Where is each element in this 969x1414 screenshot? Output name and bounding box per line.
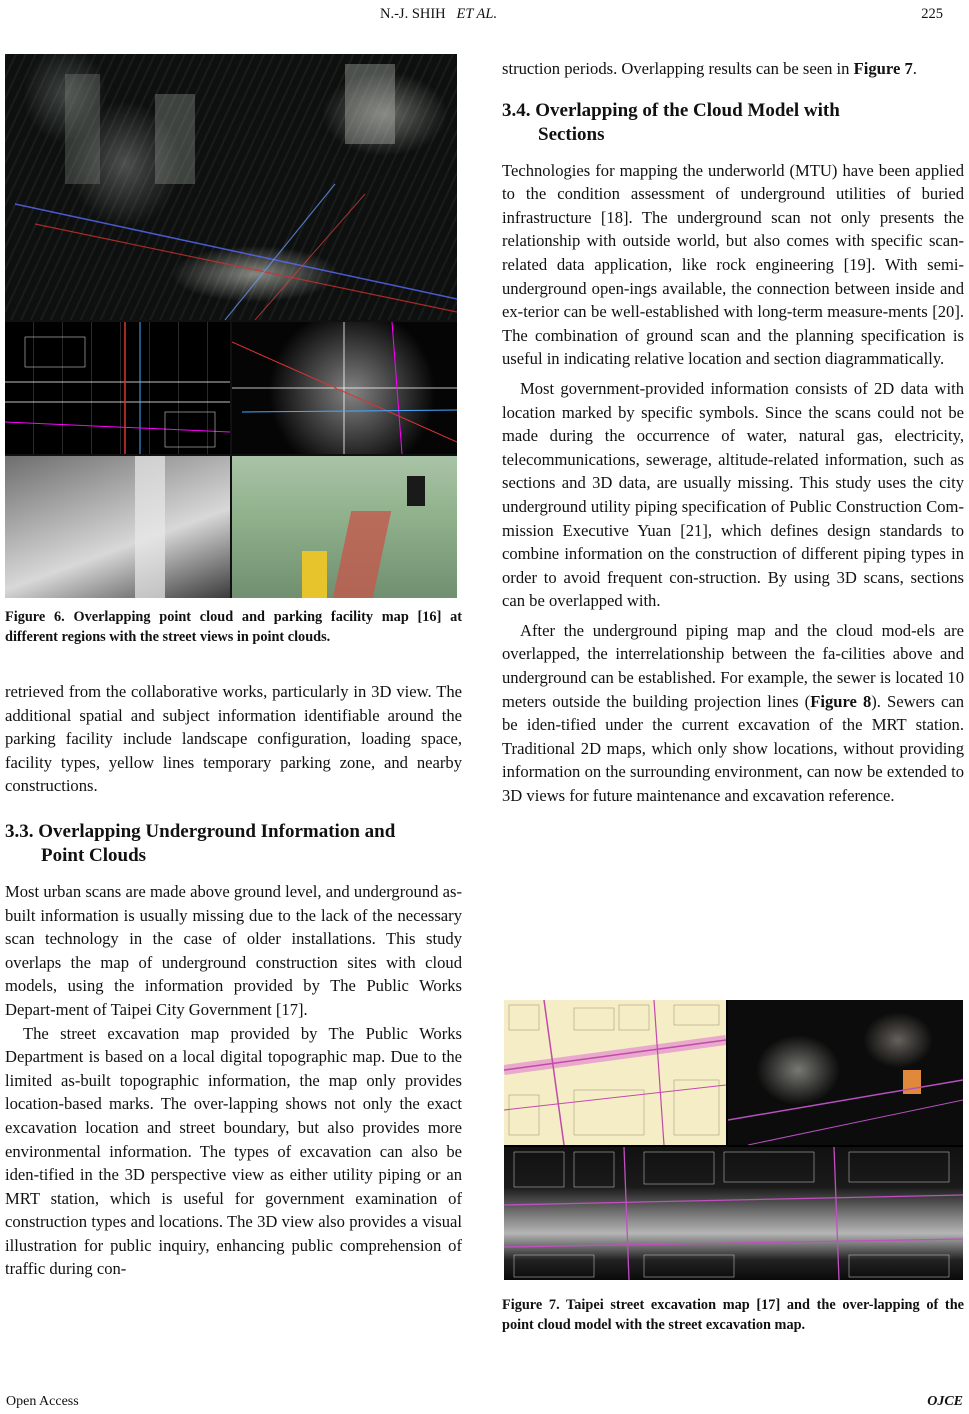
figure-7-image <box>504 1000 963 1280</box>
running-author: N.-J. SHIH ET AL. <box>380 6 498 22</box>
figure-6-caption: Figure 6. Overlapping point cloud and parking facility map [16] at different regions with the street views in point clouds. <box>5 609 462 645</box>
figure-7-caption-block <box>502 1295 964 1335</box>
figure-7-reference: Figure 7 <box>853 59 913 78</box>
journal-abbrev: OJCE <box>927 1394 963 1409</box>
figure-7-caption: Figure 7. Taipei street excavation map [17] and the over-lapping of the point cloud model with the street excavation map. <box>502 1297 964 1333</box>
section-3-4-paragraph-3: After the underground piping map and the cloud mod-els are overlapped, the interrelationship between the fa-cilities above and underground can be established. For example, the sewer is located 10 meters outside the building projection lines (Figure 8). Sewers can be iden-tified under the current excavation of the MRT station. Traditional 2D maps, which only show locations, without providing information on the surrounding environment, can now be extended to 3D views for future maintenance and excavation reference. <box>502 620 964 806</box>
open-access-label: Open Access <box>6 1394 79 1409</box>
section-3-4-paragraph-2: Most government-provided information consists of 2D data with location marked by specific symbols. Since the scans could not be made during the occurrence of water, natural gas, electricity, telecommunications, sewerage, altitude-related information, such as sections and 3D data, are usually missing. This study uses the city underground utility piping specification of Public Construction Com-mission Executive Yuan [21], which defines design standards to combine information on the construction of different piping types in order to avoid frequent con-struction. By using 3D scans, sections can be overlapped with. <box>502 378 964 611</box>
right-column-body <box>502 57 964 808</box>
right-continued-paragraph: struction periods. Overlapping results can be seen in Figure 7. <box>502 59 917 78</box>
section-3-4-paragraph-1: Technologies for mapping the underworld (MTU) have been applied to the condition assessment of underground utilities of buried infrastructure [18]. The underground scan not only presents the relationship with outside world, but also comes with specific scan-related data application, like rock engineering [19]. With semi-underground open-ings available, the connection between inside and ex-terior can be well-established with long-term measure-ments [20]. The combination of ground scan and the planning specification is useful in indicating relative location and section diagrammatically. <box>502 160 964 369</box>
left-column-body <box>5 680 462 1281</box>
figure-6-image <box>5 54 457 598</box>
figure-6-caption-block <box>5 607 462 647</box>
section-3-3-paragraph-1: Most urban scans are made above ground level, and underground as-built information is usually missing due to the lack of the necessary scan technology in the case of older installations. This study overlaps the map of underground construction sites with cloud models, using the information provided by The Public Works Depart-ment of Taipei City Government [17]. <box>5 881 462 1019</box>
figure-6-point-cloud-city-panel <box>5 54 457 320</box>
figure-8-reference: Figure 8 <box>810 691 872 711</box>
page-number: 225 <box>921 6 943 22</box>
figure-7-excavation-map <box>504 1000 726 1145</box>
left-continued-paragraph: retrieved from the collaborative works, particularly in 3D view. The additional spatial and subject information identifiable around the parking facility include landscape configuration, loading space, facility types, yellow lines temporary parking zone, and nearby constructions. <box>5 682 462 796</box>
figure-7-overlap-plan <box>504 1147 963 1280</box>
section-3-3-heading: 3.3. Overlapping Underground Information and Point Clouds <box>5 820 396 866</box>
figure-7-point-cloud-3d <box>728 1000 963 1145</box>
figure-6-street-view-right <box>232 456 457 598</box>
section-3-3-paragraph-2: The street excavation map provided by The Public Works Department is based on a local digital topographic map. Due to the limited as-built topographic information, the map only provides location-based marks. The over-lapping shows not only the exact excavation location and street boundary, but also provides more environmental information. The types of excavation can also be iden-tified in the 3D perspective view as either utility piping or an MRT station, which is useful for government examination of construction types and locations. The 3D view also provides a visual illustration for public inquiry, enhancing public comprehension of traffic during con- <box>5 1023 462 1279</box>
figure-6-parking-map-left <box>5 322 230 454</box>
section-3-4-heading: 3.4. Overlapping of the Cloud Model with Sections <box>502 99 840 145</box>
figure-6-parking-map-right <box>232 322 457 454</box>
page-header <box>0 6 969 26</box>
figure-6-street-lines <box>5 54 457 320</box>
figure-6-street-view-left <box>5 456 230 598</box>
